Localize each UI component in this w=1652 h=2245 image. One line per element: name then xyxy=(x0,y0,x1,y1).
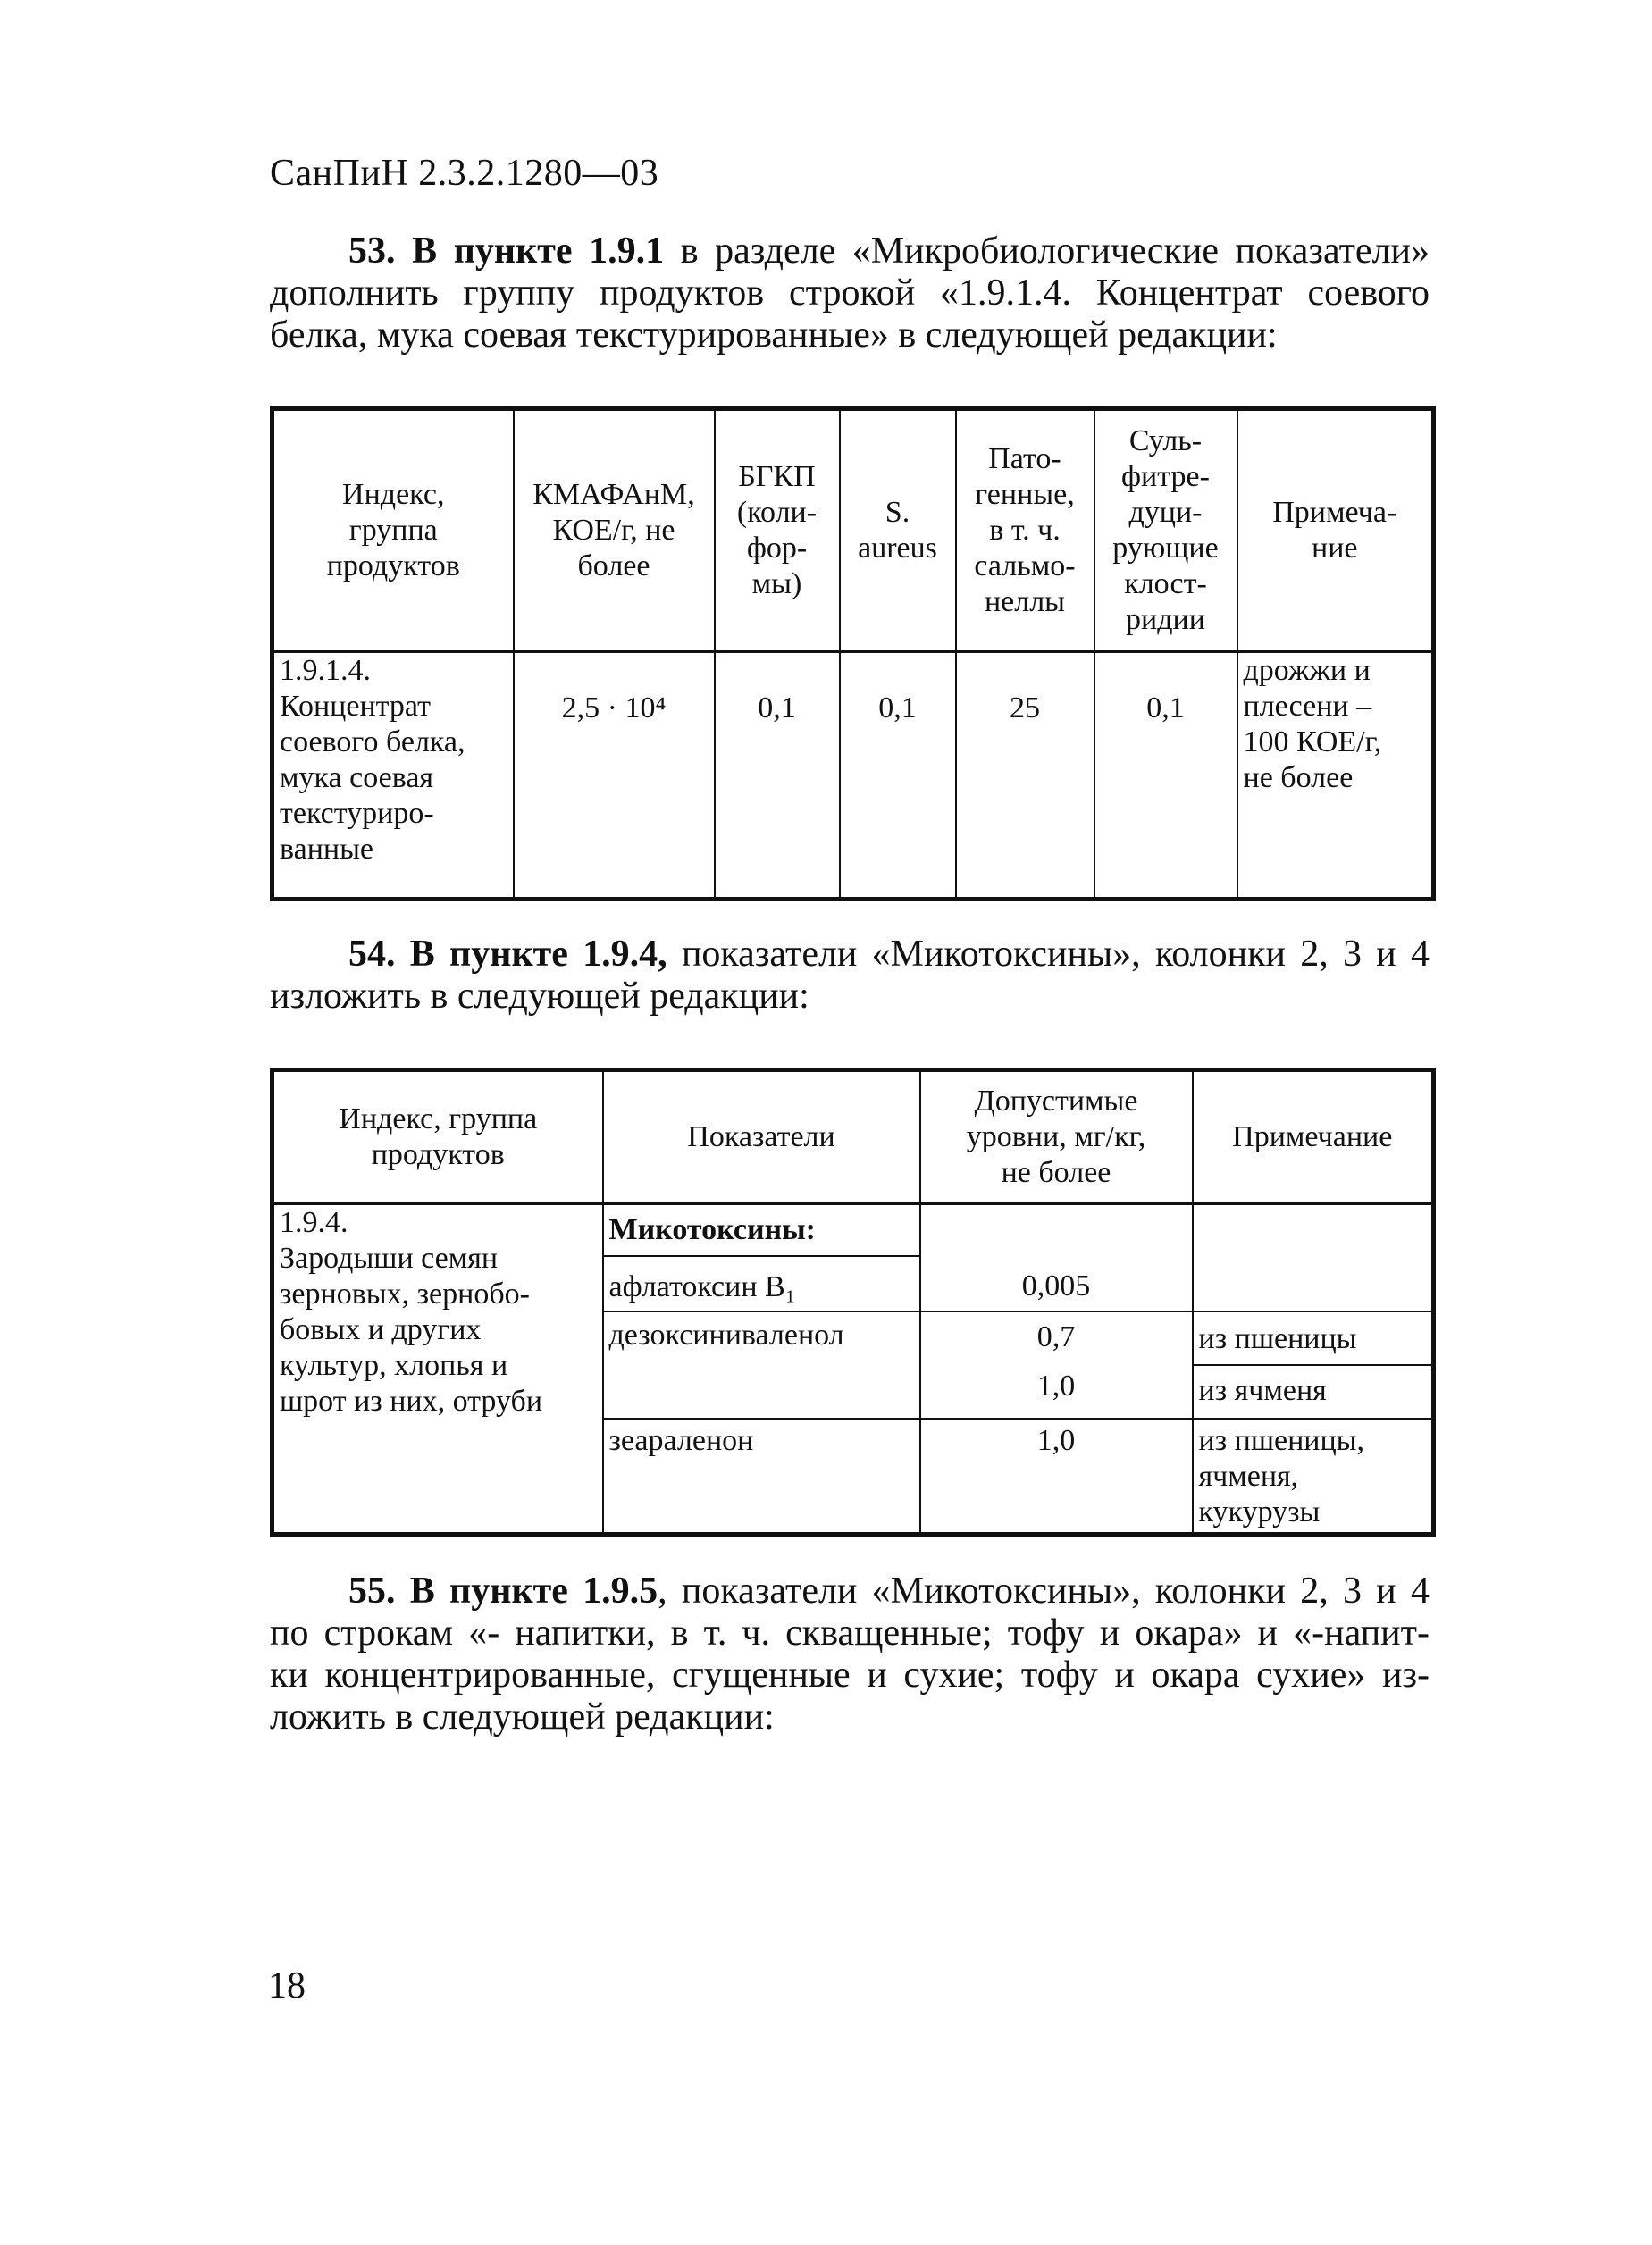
th-index-group: Индекс, группа продуктов xyxy=(273,1070,603,1204)
paragraph-53-line-1 xyxy=(270,230,1430,272)
th-sulfite-clostridia: Суль- фитре- дуци- рующие клост- ридии xyxy=(1094,409,1237,652)
paragraph-53 xyxy=(270,230,1430,356)
cell-indicator: дезоксиниваленол xyxy=(603,1311,920,1419)
paragraph-54-text-1: показатели «Микотоксины», колонки 2, 3 и 4 xyxy=(681,934,1430,975)
paragraph-53-text-1: в разделе «Микробиологические показатели» xyxy=(680,230,1430,272)
paragraph-54-number: 54. xyxy=(348,934,396,975)
th-pathogenic: Пато- генные, в т. ч. сальмо- неллы xyxy=(956,409,1094,652)
cell-s-aureus: 0,1 xyxy=(840,652,956,900)
cell-kmafanm: 2,5 · 10⁴ xyxy=(514,652,715,900)
cell-level: 0,7 xyxy=(920,1311,1193,1365)
cell-index-group: 1.9.4. Зародыши семян зерновых, зернобо- бовых и других культур, хлопья и шрот из них, отруби xyxy=(273,1204,603,1535)
cell-note-empty xyxy=(1193,1204,1434,1256)
cell-sulfite: 0,1 xyxy=(1094,652,1237,900)
cell-level: 0,005 xyxy=(920,1256,1193,1311)
paragraph-53-number: 53. xyxy=(348,230,396,272)
paragraph-54 xyxy=(270,934,1430,1018)
paragraph-55-number: 55. xyxy=(348,1571,396,1612)
cell-note xyxy=(1193,1256,1434,1311)
paragraph-53-line-3: белка, мука соевая текстурированные» в следующей редакции: xyxy=(270,314,1278,356)
table-row xyxy=(273,652,1434,900)
paragraph-55-line-1 xyxy=(270,1571,1430,1613)
paragraph-54-bold: В пункте 1.9.4, xyxy=(409,934,667,975)
paragraph-53-line-2: дополнить группу продуктов строкой «1.9.1.4. Концентрат соевого xyxy=(270,272,1430,314)
cell-level-empty xyxy=(920,1204,1193,1256)
th-bgkp: БГКП (коли- фор- мы) xyxy=(715,409,840,652)
paragraph-54-line-1 xyxy=(270,934,1430,976)
table-row xyxy=(273,1204,1434,1256)
cell-level: 1,0 xyxy=(920,1419,1193,1535)
cell-note: из пшеницы xyxy=(1193,1311,1434,1365)
th-indicators: Показатели xyxy=(603,1070,920,1204)
cell-note: из ячменя xyxy=(1193,1365,1434,1419)
paragraph-55-text-1: , показатели «Микотоксины», колонки 2, 3 и 4 xyxy=(658,1571,1430,1612)
document-code: СанПиН 2.3.2.1280—03 xyxy=(270,153,659,194)
cell-group-label: Микотоксины: xyxy=(603,1204,920,1256)
th-permissible-levels: Допустимые уровни, мг/кг, не более xyxy=(920,1070,1193,1204)
paragraph-55-line-2: по строкам «- напитки, в т. ч. скващенные; тофу и окара» и «-напит- xyxy=(270,1613,1430,1654)
cell-indicator: зеараленон xyxy=(603,1419,920,1535)
paragraph-54-line-2: изложить в следующей редакции: xyxy=(270,976,809,1017)
cell-index-group: 1.9.1.4. Концентрат соевого белка, мука соевая текстуриро- ванные xyxy=(273,652,514,900)
cell-note: из пшеницы, ячменя, кукурузы xyxy=(1193,1419,1434,1535)
th-index-group: Индекс, группа продуктов xyxy=(273,409,514,652)
mycotoxins-table xyxy=(270,1068,1436,1537)
cell-pathogenic: 25 xyxy=(956,652,1094,900)
microbiology-table xyxy=(270,406,1436,901)
paragraph-53-bold: В пункте 1.9.1 xyxy=(412,230,665,272)
th-note: Примечание xyxy=(1193,1070,1434,1204)
paragraph-55 xyxy=(270,1571,1430,1738)
cell-indicator: афлатоксин B₁ xyxy=(603,1256,920,1311)
cell-note: дрожжи и плесени – 100 КОЕ/г, не более xyxy=(1237,652,1434,900)
th-s-aureus: S. aureus xyxy=(840,409,956,652)
page-number: 18 xyxy=(268,1965,306,2006)
cell-level: 1,0 xyxy=(920,1365,1193,1419)
mycotoxins-table-header xyxy=(273,1070,1434,1204)
microbiology-table-header xyxy=(273,409,1434,652)
paragraph-55-line-4: ложить в следующей редакции: xyxy=(270,1696,775,1738)
cell-bgkp: 0,1 xyxy=(715,652,840,900)
paragraph-55-line-3: ки концентрированные, сгущенные и сухие; тофу и окара сухие» из- xyxy=(270,1654,1430,1696)
th-note: Примеча- ние xyxy=(1237,409,1434,652)
paragraph-55-bold: В пункте 1.9.5 xyxy=(409,1571,658,1612)
th-kmafanm: КМАФАнМ, КОЕ/г, не более xyxy=(514,409,715,652)
